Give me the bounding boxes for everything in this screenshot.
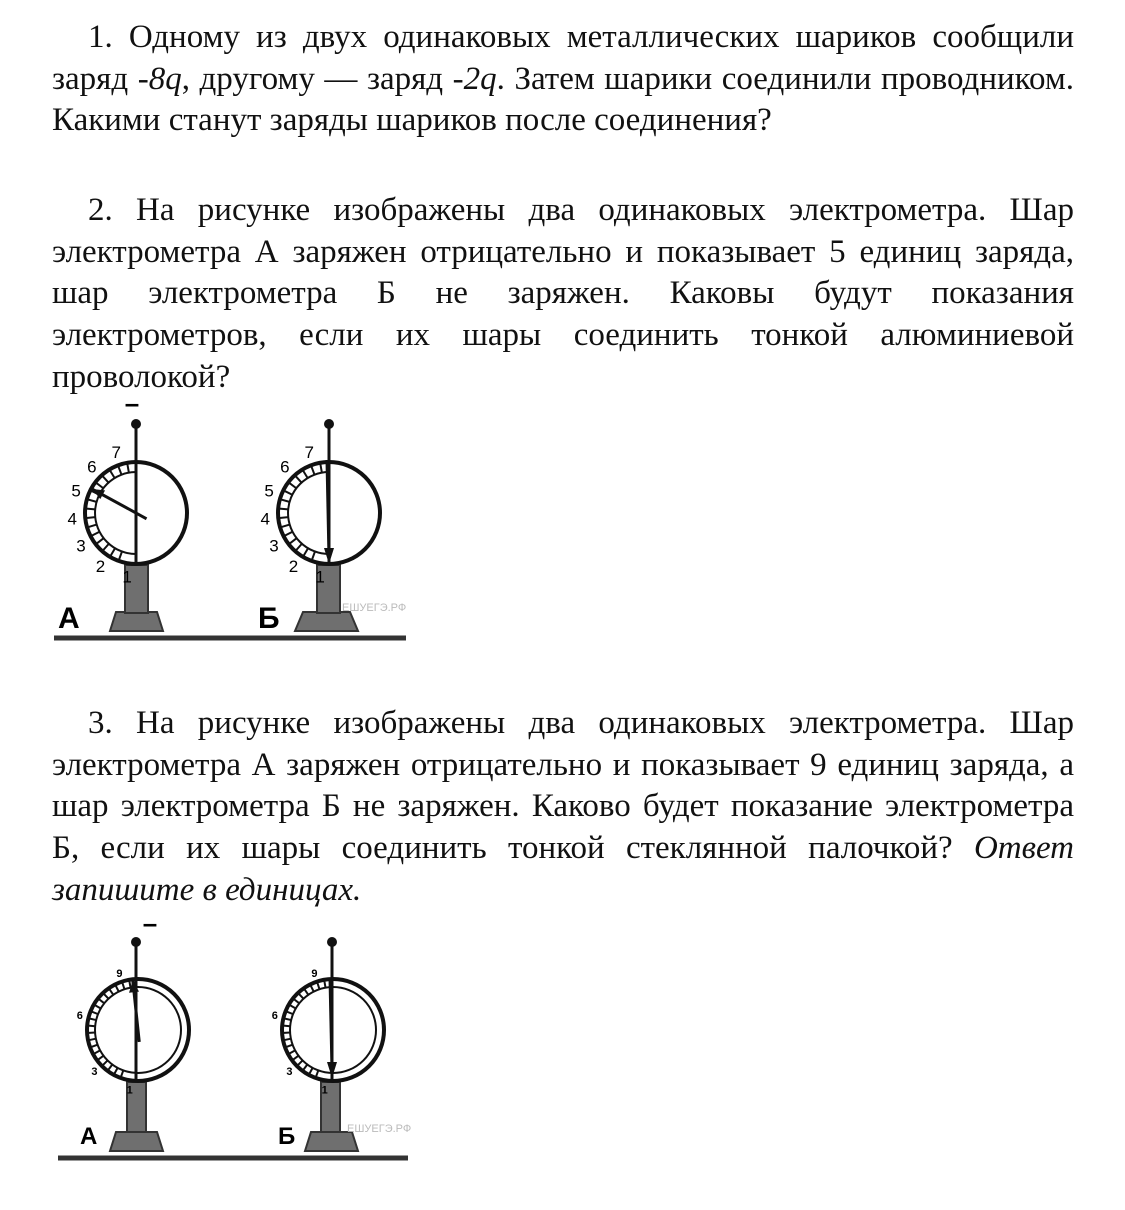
scale-label: 1 xyxy=(126,1084,133,1097)
label-a: А xyxy=(80,1123,98,1150)
electrometer-b-base xyxy=(295,612,358,631)
watermark: ЕШУЕГЭ.РФ xyxy=(347,1123,412,1135)
scale-label: 3 xyxy=(76,536,86,556)
problem-2-number: 2. xyxy=(88,192,113,228)
watermark: ЕШУЕГЭ.РФ xyxy=(342,602,407,614)
scale-tick xyxy=(87,1026,95,1027)
electrometer-a xyxy=(77,920,189,1151)
scale-label: 1 xyxy=(122,567,132,587)
problem-1-text-b: , другому — заряд xyxy=(181,60,453,97)
problem-1-text-a: Одному из двух одинаковых металлических шариков сообщили заряд xyxy=(52,19,1075,97)
electrometer-a-ball xyxy=(131,419,141,429)
problem-1-charge-1: -8q xyxy=(137,60,182,97)
problem-2 xyxy=(52,190,1074,399)
scale-label: 6 xyxy=(271,1010,278,1023)
scale-label: 4 xyxy=(260,509,270,529)
scale-tick xyxy=(324,980,325,988)
electrometer-b-ball xyxy=(327,937,337,947)
scale-label: 2 xyxy=(95,557,106,577)
scale-label: 6 xyxy=(76,1010,83,1023)
figure-1-svg xyxy=(50,400,420,650)
scale-label: 3 xyxy=(286,1066,293,1079)
scale-label: 5 xyxy=(264,481,274,501)
problem-1-charge-2: -2q xyxy=(452,60,497,97)
scale-label: 1 xyxy=(321,1084,328,1097)
figure-2-svg xyxy=(50,920,420,1170)
scale-tick xyxy=(278,517,288,518)
scale-label: 3 xyxy=(91,1066,98,1079)
problem-1 xyxy=(52,17,1074,142)
scale-label: 3 xyxy=(269,536,279,556)
problem-3-text: На рисунке изображены два одинаковых электрометра. Шар электрометра А заряжен отрицательно и показывает 9 единиц заряда, а шар электрометра Б не заряжен. Каково будет показание электрометра Б, если их шары соединить тонкой стеклянной палочкой? xyxy=(52,705,1074,867)
scale-label: 5 xyxy=(71,481,81,501)
electrometer-b xyxy=(272,937,411,1151)
scale-label: 4 xyxy=(67,509,77,529)
problem-1-number: 1. xyxy=(88,19,113,55)
scale-label: 7 xyxy=(304,443,314,463)
problem-1-text-c: . Затем шарики соединили проводником. Какими станут заряды шариков после соединения? xyxy=(52,60,1074,139)
label-b: Б xyxy=(258,602,280,635)
scale-tick xyxy=(85,509,95,510)
scale-label: 7 xyxy=(111,443,121,463)
scale-tick xyxy=(129,980,130,988)
scale-tick xyxy=(278,509,288,510)
label-a: А xyxy=(58,602,80,635)
electrometer-b-needle xyxy=(330,978,332,1070)
problem-3-number: 3. xyxy=(88,705,113,741)
scale-label: 9 xyxy=(116,967,123,980)
scale-tick xyxy=(282,1026,290,1027)
electrometer-a-base xyxy=(110,1132,163,1151)
electrometer-b-ball xyxy=(324,419,334,429)
electrometer-a xyxy=(58,400,187,635)
scale-tick xyxy=(85,517,95,518)
scale-label: 9 xyxy=(311,967,318,980)
figure-electrometers-2 xyxy=(50,920,420,1170)
problem-2-text: На рисунке изображены два одинаковых электрометра. Шар электрометра А заряжен отрицательно и показывает 5 единиц заряда, шар электрометра Б не заряжен. Каковы будут показания электрометров, если их шары соединить тонкой алюминиевой проволокой? xyxy=(52,192,1074,395)
scale-label: 1 xyxy=(315,567,325,587)
figure-electrometers-1 xyxy=(50,400,420,650)
charge-sign: – xyxy=(124,400,140,418)
problem-3 xyxy=(52,703,1074,912)
scale-label: 6 xyxy=(87,457,97,477)
charge-sign: – xyxy=(142,920,158,938)
scale-label: 6 xyxy=(280,457,290,477)
electrometer-b-needle xyxy=(327,460,329,558)
label-b: Б xyxy=(278,1123,296,1150)
electrometer-b xyxy=(258,419,406,635)
electrometer-a-ball xyxy=(131,937,141,947)
electrometer-a-base xyxy=(110,612,163,631)
problem-3-italic: Ответ запишите в единицах. xyxy=(52,830,1074,908)
scale-label: 2 xyxy=(288,557,299,577)
